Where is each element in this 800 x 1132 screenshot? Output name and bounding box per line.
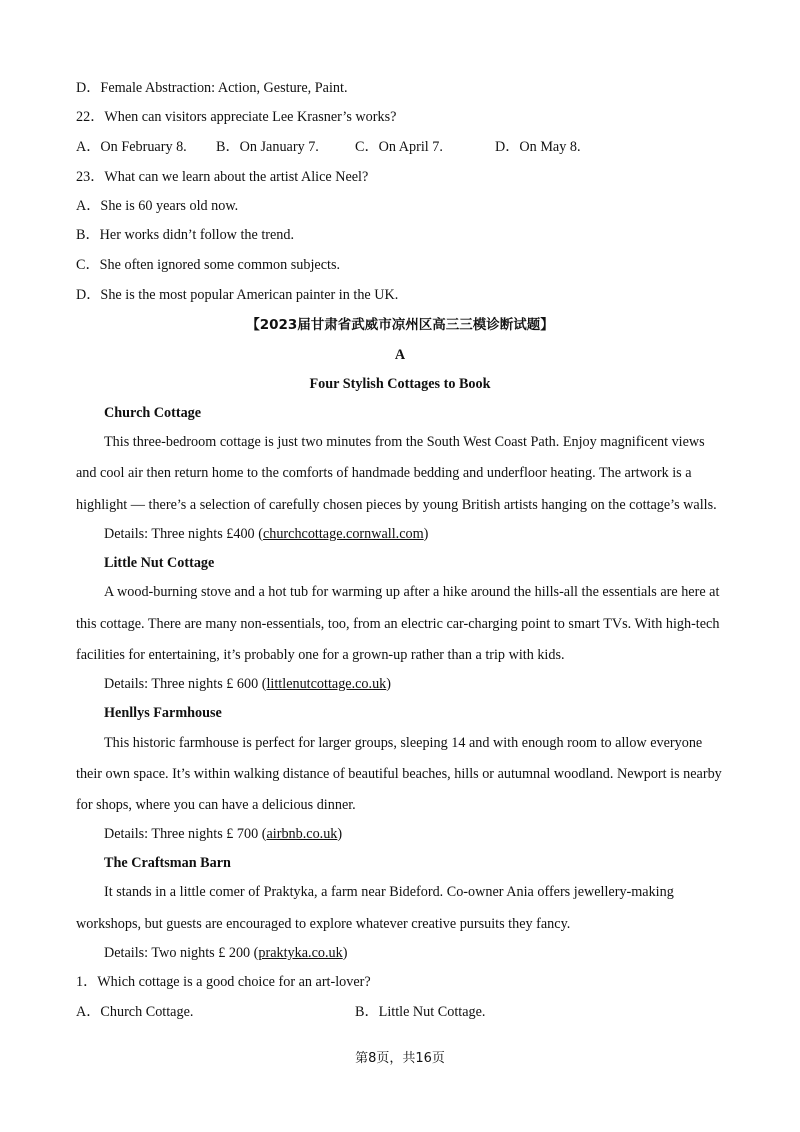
details-suffix: ) [423,526,429,542]
cottage-details [104,675,391,693]
q1-option-b: B．Little Nut Cottage. [355,1004,486,1020]
website-link[interactable]: churchcottage.cornwall.com [262,526,424,542]
paragraph-line: highlight — there’s a selection of carefully chosen pieces by young British artists hanging on the cottage’s walls. [76,497,717,513]
details-suffix: ) [337,826,343,842]
details-suffix: ) [386,676,391,692]
section-label: A [394,347,406,363]
website-link[interactable]: littlenutcottage.co.uk [266,676,387,692]
cottage-details [104,825,342,843]
q23-option-a: A．She is 60 years old now. [76,198,239,214]
paragraph-line: workshops, but guests are encouraged to explore whatever creative pursuits they fancy. [76,916,571,932]
q1-option-a: A．Church Cottage. [76,1004,194,1020]
cottage-details [104,525,428,543]
q1-question: 1．Which cottage is a good choice for an art-lover? [76,974,371,990]
q23-question: 23．What can we learn about the artist Alice Neel? [76,169,369,185]
cottage-name: Little Nut Cottage [104,555,215,571]
website-link[interactable]: airbnb.co.uk [266,826,338,842]
cottage-name: The Craftsman Barn [104,855,231,871]
cottage-name: Henllys Farmhouse [104,705,222,721]
paragraph-line: This three-bedroom cottage is just two minutes from the South West Coast Path. Enjoy magnificent views [104,434,705,450]
paragraph-line: This historic farmhouse is perfect for larger groups, sleeping 14 and with enough room to allow everyone [104,735,703,751]
q21-option-d: D．Female Abstraction: Action, Gesture, Paint. [76,80,348,96]
cottage-details [104,944,347,962]
passage-title: Four Stylish Cottages to Book [309,376,491,392]
q23-option-d: D．She is the most popular American painter in the UK. [76,287,399,303]
q22-option-a: A．On February 8. [76,139,187,155]
q22-option-d: D．On May 8. [495,139,581,155]
paragraph-line: this cottage. There are many non-essentials, too, from an electric car-charging point to smart TVs. With high-tech [76,616,720,632]
website-link[interactable]: praktyka.co.uk [258,945,343,961]
paragraph-line: and cool air then return home to the comforts of handmade bedding and underfloor heating. The artwork is a [76,465,692,481]
q22-question: 22．When can visitors appreciate Lee Krasner’s works? [76,109,397,125]
q1-options [76,1003,485,1021]
q22-option-c: C．On April 7. [355,139,443,155]
q22-options [76,138,581,156]
q23-option-c: C．She often ignored some common subjects. [76,257,341,273]
details-prefix: Details: Two nights £ 200 ( [104,945,259,961]
paragraph-line: their own space. It’s within walking distance of beautiful beaches, hills or autumnal woodland. Newport is nearby [76,766,722,782]
page-number: 第8页，共16页 [355,1051,445,1066]
paragraph-line: for shops, where you can have a delicious dinner. [76,797,356,813]
details-prefix: Details: Three nights £400 ( [104,526,263,542]
details-prefix: Details: Three nights £ 600 ( [104,676,267,692]
paragraph-line: It stands in a little comer of Praktyka, a farm near Bideford. Co-owner Ania offers jewellery-making [104,884,674,900]
cottage-name: Church Cottage [104,405,202,421]
details-prefix: Details: Three nights £ 700 ( [104,826,267,842]
paragraph-line: facilities for entertaining, it’s probably one for a grown-up rather than a trip with kids. [76,647,565,663]
section-source: 【2023届甘肃省武威市凉州区高三三模诊断试题】 [246,317,554,333]
paragraph-line: A wood-burning stove and a hot tub for warming up after a hike around the hills-all the essentials are here at [104,584,720,600]
details-suffix: ) [342,945,348,961]
q22-option-b: B．On January 7. [216,139,319,155]
q23-option-b: B．Her works didn’t follow the trend. [76,227,295,243]
